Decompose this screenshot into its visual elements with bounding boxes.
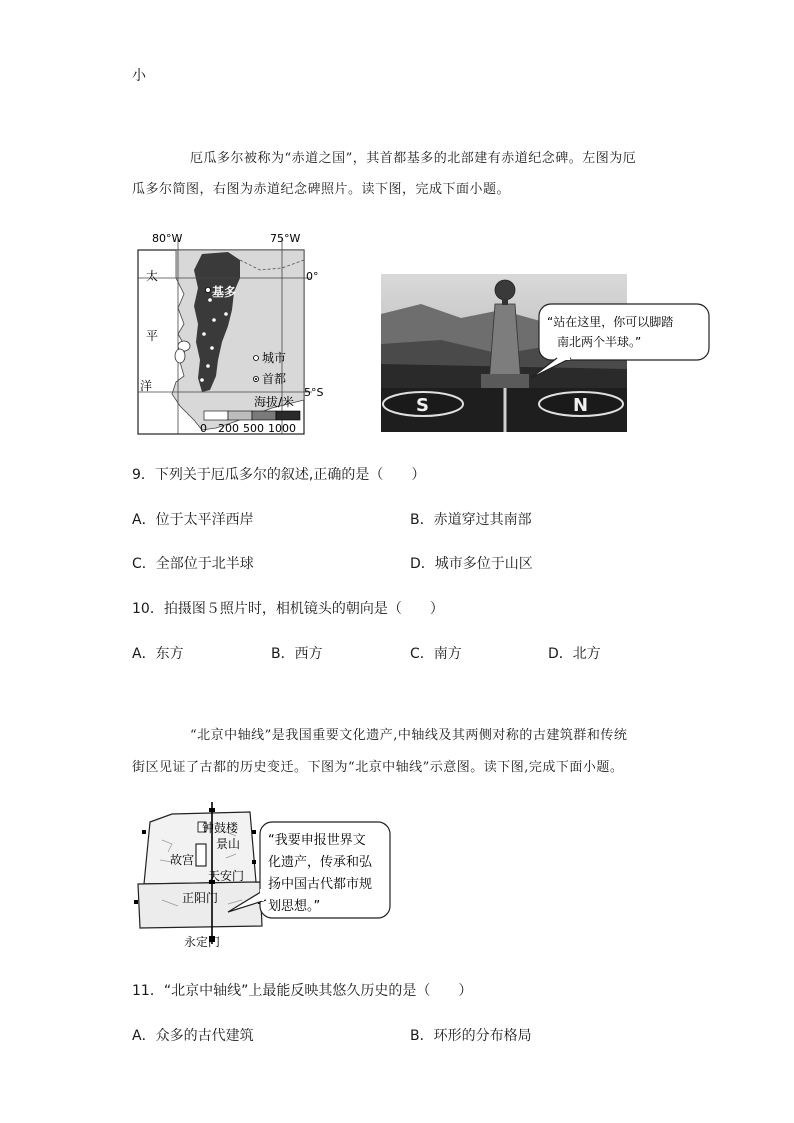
legend-city-symbol — [254, 356, 259, 361]
q11-option-a: A．众多的古代建筑 — [132, 1028, 254, 1044]
page-fragment-text: 小 — [132, 68, 146, 84]
beijing-bubble-line: 扬中国古代都市规 — [268, 877, 373, 892]
ocean-char: 洋 — [140, 379, 153, 393]
photo-bubble-line: 南北两个半球。” — [557, 335, 642, 349]
lon-left-label: 80°W — [152, 232, 183, 245]
intro-paragraph-line: “北京中轴线”是我国重要文化遗产,中轴线及其两侧对称的古建筑群和传统 — [190, 728, 628, 743]
question-9-stem: 9．下列关于厄瓜多尔的叙述,正确的是（ ） — [132, 467, 426, 483]
capital-label: 基多 — [212, 285, 237, 299]
q10-option-b: B．西方 — [271, 646, 323, 662]
q10-option-c: C．南方 — [410, 646, 462, 662]
q9-option-d: D．城市多位于山区 — [410, 556, 533, 572]
bell-drum-tower-label: 钟鼓楼 — [202, 821, 239, 835]
intro-paragraph-line: 厄瓜多尔被称为“赤道之国”，其首都基多的北部建有赤道纪念碑。左图为厄 — [190, 151, 637, 166]
photo-speech-bubble — [539, 304, 709, 360]
question-10-stem: 10．拍摄图５照片时，相机镜头的朝向是（ ） — [132, 601, 444, 617]
n-sign-label: N — [573, 395, 589, 416]
elevation-scale-bar — [204, 411, 300, 420]
legend-city-label: 城市 — [262, 351, 287, 365]
monument-globe — [495, 280, 515, 300]
q10-option-a: A．东方 — [132, 646, 184, 662]
lat-top-label: 0° — [306, 270, 319, 283]
q9-option-b: B．赤道穿过其南部 — [410, 512, 532, 528]
lon-right-label: 75°W — [270, 232, 301, 245]
s-sign-label: S — [416, 395, 429, 416]
svg-text:1000: 1000 — [268, 422, 296, 435]
q10-option-d: D．北方 — [548, 646, 601, 662]
beijing-bubble-line: 划思想。” — [268, 899, 321, 914]
beijing-axis-diagram — [132, 800, 394, 952]
ocean-char: 太 — [146, 269, 159, 283]
intro-paragraph-line: 瓜多尔简图，右图为赤道纪念碑照片。读下图，完成下面小题。 — [132, 182, 511, 197]
lat-bottom-label: 5°S — [304, 386, 324, 399]
gugong-label: 故宫 — [170, 853, 195, 867]
legend-elevation-title: 海拔/米 — [254, 395, 295, 409]
q9-option-a: A．位于太平洋西岸 — [132, 512, 254, 528]
legend-capital-label: 首都 — [262, 372, 287, 386]
capital-marker — [205, 287, 210, 292]
jingshan-label: 景山 — [216, 837, 241, 851]
ecuador-map-figure — [132, 230, 332, 440]
gugong-block — [196, 844, 206, 866]
photo-bubble-line: “站在这里，你可以脚踏 — [547, 315, 674, 329]
beijing-bubble-line: 化遗产，传承和弘 — [268, 855, 373, 870]
svg-text:500: 500 — [243, 422, 264, 435]
tiananmen-label: 天安门 — [208, 869, 245, 883]
q9-option-c: C．全部位于北半球 — [132, 556, 254, 572]
q11-option-b: B．环形的分布格局 — [410, 1028, 532, 1044]
zhengyangmen-label: 正阳门 — [182, 891, 219, 905]
yongdingmen-label: 永定门 — [184, 935, 221, 949]
ocean-char: 平 — [146, 329, 159, 343]
svg-text:0: 0 — [200, 422, 207, 435]
svg-text:200: 200 — [218, 422, 239, 435]
equator-monument-photo — [381, 274, 674, 432]
beijing-bubble-line: “我要申报世界文 — [268, 833, 366, 848]
monument-obelisk — [489, 304, 521, 384]
intro-paragraph-line: 街区见证了古都的历史变迁。下图为“北京中轴线”示意图。读下图,完成下面小题。 — [132, 760, 624, 775]
question-11-stem: 11．“北京中轴线”上最能反映其悠久历史的是（ ） — [132, 983, 473, 999]
